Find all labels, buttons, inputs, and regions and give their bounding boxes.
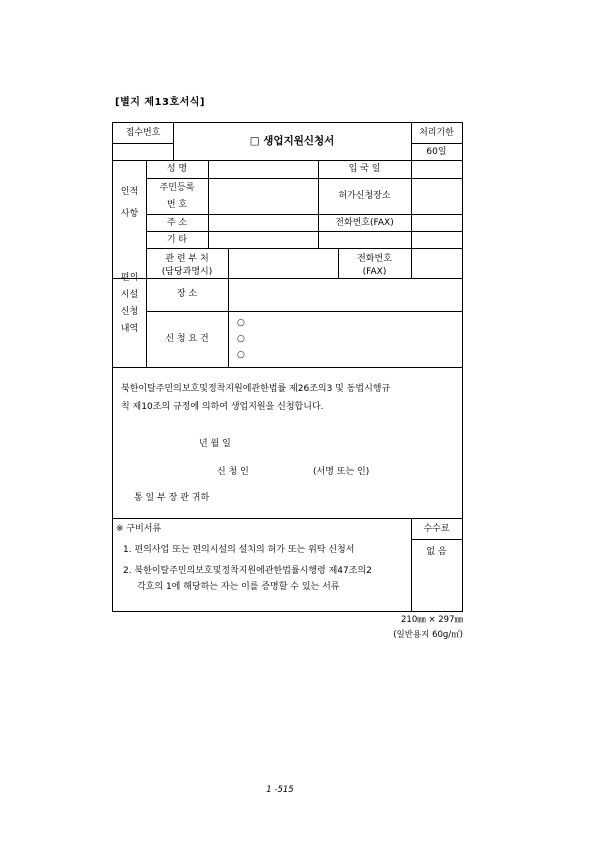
statement-line-2: 칙 제10조의 규정에 의하여 생업지원을 신청합니다. [121,402,324,412]
paper-stock: (일반용지 60g/㎡) [393,630,463,640]
form-title: □ 생업지원신청서 [249,135,335,147]
processing-period-value: 60일 [426,147,447,157]
related-ministry-label: 관 련 부 처 [165,254,209,264]
paper-size: 210㎜ × 297㎜ [401,615,463,625]
requirement-bullet: ○ [237,334,245,344]
statement-line-1: 북한이탈주민의보호및정착지원에관한법률 제26조의3 및 동법시행규 [121,384,391,394]
phone-fax-label: 전화번호(FAX) [335,218,394,228]
facility-section-label-1: 편의 [120,273,139,283]
rrn-label-1: 주민등록 [159,183,195,193]
application-form [112,122,463,612]
dept-phone-label: 전화번호 [357,254,392,264]
entry-date-label: 입 국 일 [348,164,381,174]
address-label: 주 소 [166,218,188,228]
personal-section-label-2: 사항 [120,209,139,219]
department-note-label: (담당과명시) [161,267,213,277]
facility-section-label-3: 신청 [120,307,139,317]
receipt-number-label: 접수번호 [125,128,161,138]
document-item-2-line-1: 2. 북한이탈주민의보호및정착지원에관한법률시행령 제47조의2 [123,566,372,576]
personal-section-label-1: 인적 [120,187,139,197]
required-documents-heading: ※ 구비서류 [116,524,162,534]
form-number-label: [별지 제13호서식] [115,97,205,108]
place-label: 장 소 [176,289,198,299]
page-number: 1 -515 [266,785,294,795]
signature-label: (서명 또는 인) [313,467,370,477]
facility-section-label-2: 시설 [120,290,139,300]
name-label: 성 명 [166,164,188,174]
dept-fax-label: (FAX) [362,267,387,277]
addressee-line: 통 일 부 장 관 귀하 [134,493,210,503]
applicant-label: 신 청 인 [217,467,249,477]
fee-label: 수수료 [423,524,450,534]
requirement-bullet: ○ [237,318,245,328]
document-item-2-line-2: 각호의 1에 해당하는 자는 이를 증명할 수 있는 서류 [137,582,340,592]
requirement-bullet: ○ [237,350,245,360]
facility-section-label-4: 내역 [120,324,139,334]
rrn-label-2: 번 호 [166,200,188,210]
permit-place-label: 허가신청장소 [338,191,391,201]
date-line: 년 월 일 [199,439,231,449]
processing-period-label: 처리기한 [419,128,454,138]
other-label: 기 타 [166,235,188,245]
document-item-1: 1. 편의사업 또는 편의시설의 설치의 허가 또는 위탁 신청서 [123,545,355,555]
requirements-label: 신 청 요 건 [165,334,209,344]
fee-value: 없 음 [426,547,447,557]
